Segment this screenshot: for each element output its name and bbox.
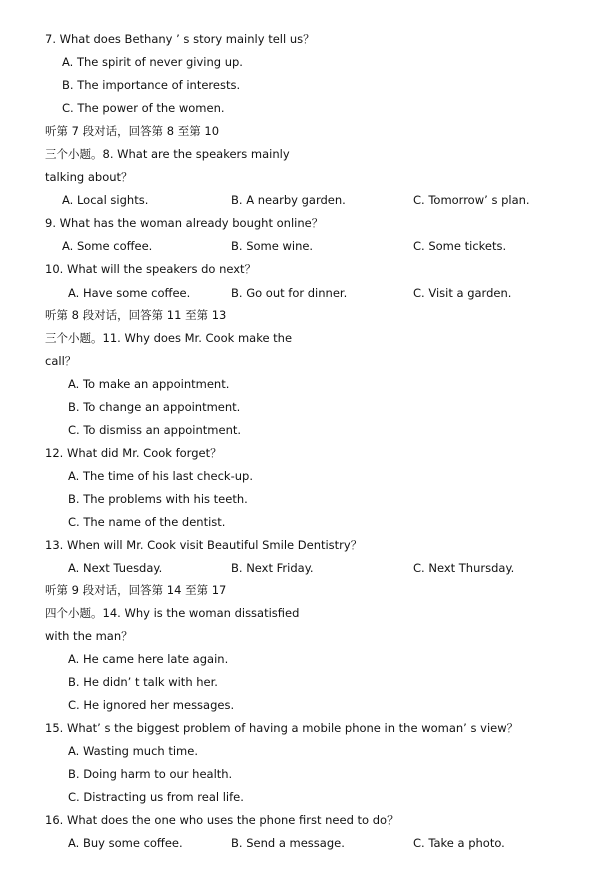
option-14b: B. He didn’ t talk with her.: [68, 675, 218, 689]
option-15a: A. Wasting much time.: [68, 744, 198, 758]
option-13c: C. Next Thursday.: [413, 561, 515, 575]
question-7: 7. What does Bethany ’ s story mainly tell us？: [45, 32, 315, 46]
question-11-cont: call？: [45, 354, 77, 368]
option-11a: A. To make an appointment.: [68, 377, 230, 391]
option-11b: B. To change an appointment.: [68, 400, 241, 414]
option-16a: A. Buy some coffee.: [68, 836, 183, 850]
option-16b: B. Send a message.: [231, 836, 345, 850]
option-8c: C. Tomorrow’ s plan.: [413, 193, 530, 207]
option-9c: C. Some tickets.: [413, 239, 507, 253]
option-10a: A. Have some coffee.: [68, 286, 191, 300]
option-12c: C. The name of the dentist.: [68, 515, 226, 529]
question-15: 15. What’ s the biggest problem of having a mobile phone in the woman’ s view？: [45, 721, 519, 735]
section-7-heading: 听第 7 段对话，回答第 8 至第 10: [45, 124, 220, 138]
option-12a: A. The time of his last check-up.: [68, 469, 253, 483]
question-9: 9. What has the woman already bought online？: [45, 216, 324, 230]
option-13a: A. Next Tuesday.: [68, 561, 163, 575]
option-10c: C. Visit a garden.: [413, 286, 512, 300]
section-8-heading: 听第 8 段对话，回答第 11 至第 13: [45, 308, 227, 322]
option-13b: B. Next Friday.: [231, 561, 314, 575]
question-8-cont: talking about？: [45, 170, 133, 184]
question-8: 三个小题。8. What are the speakers mainly: [45, 147, 290, 161]
question-10: 10. What will the speakers do next？: [45, 262, 257, 276]
question-11: 三个小题。11. Why does Mr. Cook make the: [45, 331, 293, 345]
option-12b: B. The problems with his teeth.: [68, 492, 248, 506]
option-8b: B. A nearby garden.: [231, 193, 346, 207]
option-15c: C. Distracting us from real life.: [68, 790, 244, 804]
option-7c: C. The power of the women.: [62, 101, 225, 115]
option-10b: B. Go out for dinner.: [231, 286, 348, 300]
option-14c: C. He ignored her messages.: [68, 698, 235, 712]
section-9-heading: 听第 9 段对话，回答第 14 至第 17: [45, 583, 227, 597]
option-16c: C. Take a photo.: [413, 836, 505, 850]
question-14-cont: with the man？: [45, 629, 133, 643]
option-14a: A. He came here late again.: [68, 652, 229, 666]
option-8a: A. Local sights.: [62, 193, 149, 207]
option-11c: C. To dismiss an appointment.: [68, 423, 242, 437]
option-9a: A. Some coffee.: [62, 239, 153, 253]
option-9b: B. Some wine.: [231, 239, 314, 253]
option-7a: A. The spirit of never giving up.: [62, 55, 243, 69]
question-12: 12. What did Mr. Cook forget？: [45, 446, 222, 460]
option-7b: B. The importance of interests.: [62, 78, 241, 92]
question-13: 13. When will Mr. Cook visit Beautiful Smile Dentistry？: [45, 538, 363, 552]
option-15b: B. Doing harm to our health.: [68, 767, 233, 781]
question-14: 四个小题。14. Why is the woman dissatisfied: [45, 606, 300, 620]
question-16: 16. What does the one who uses the phone first need to do？: [45, 813, 399, 827]
